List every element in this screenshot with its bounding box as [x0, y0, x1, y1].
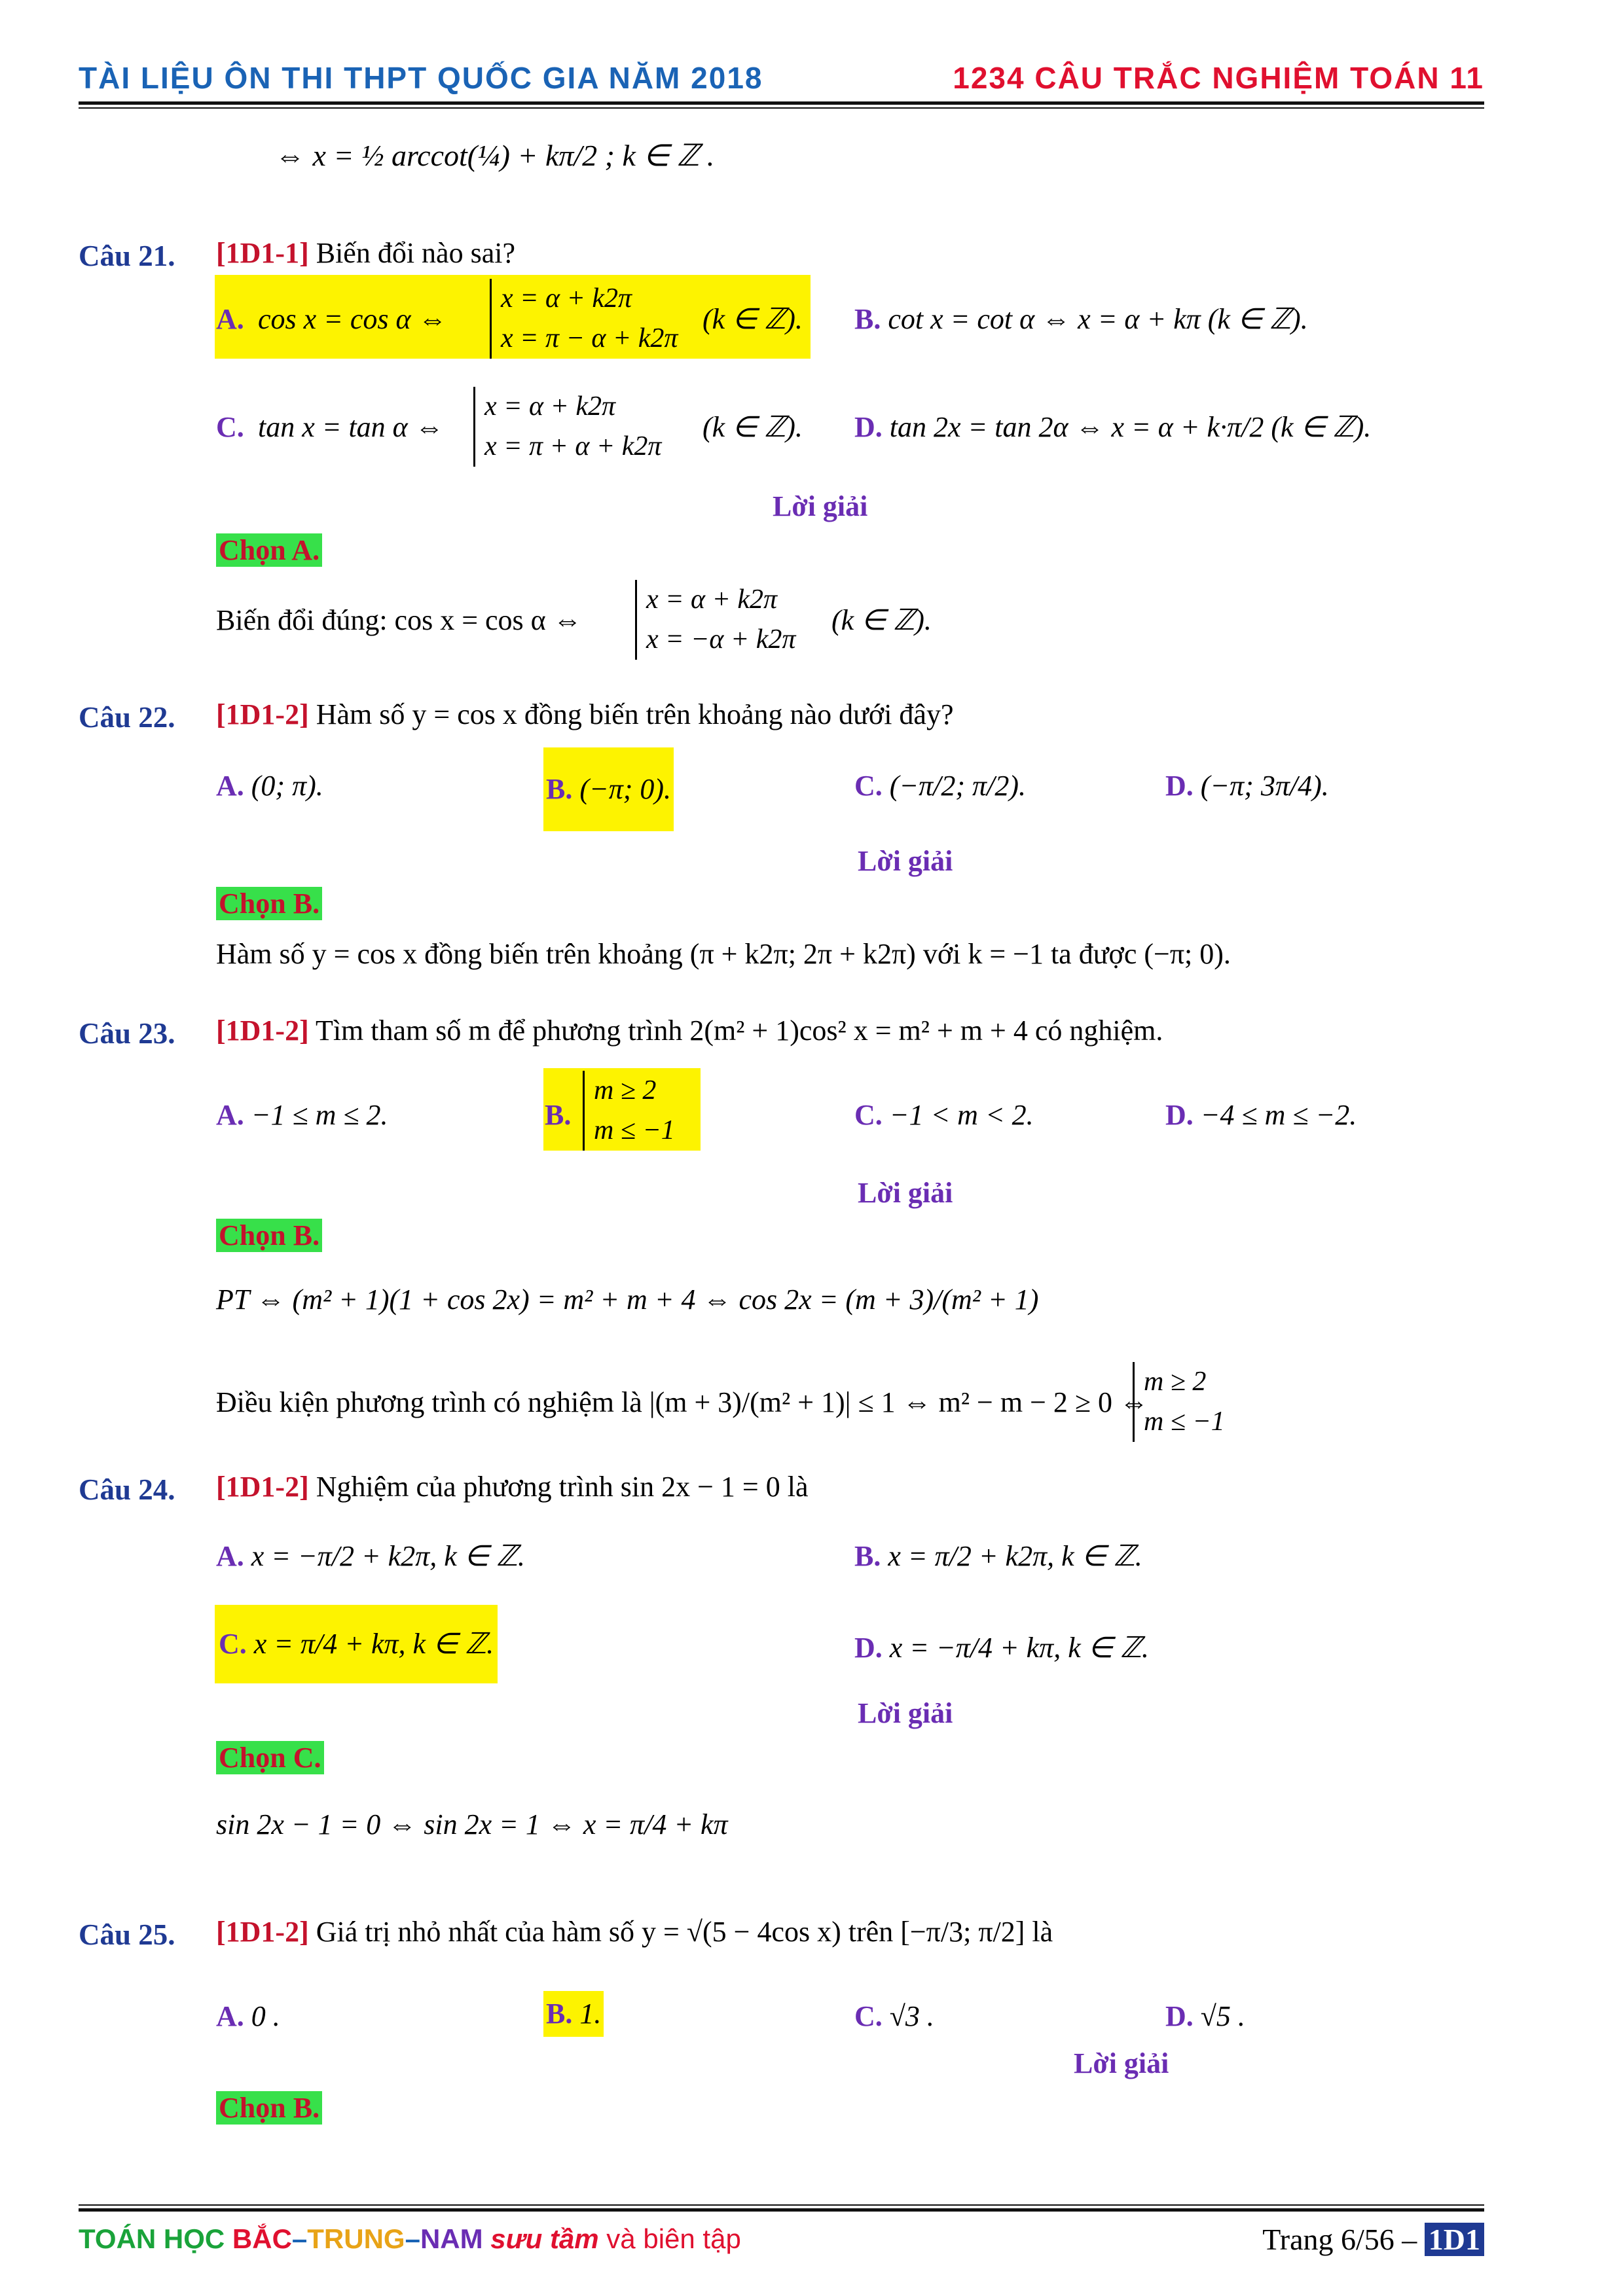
- q23-solution-1: PT ⇔ (m² + 1)(1 + cos 2x) = m² + m + 4 ⇔ cos 2x = (m + 3)/(m² + 1): [216, 1283, 1039, 1316]
- header-left-title: TÀI LIỆU ÔN THI THPT QUỐC GIA NĂM 2018: [79, 61, 763, 95]
- q22-d-label: D.: [1165, 770, 1194, 802]
- q24-d-text: x = −π/4 + kπ, k ∈ ℤ.: [889, 1632, 1149, 1664]
- q21-a-system: [490, 279, 678, 359]
- question-22-tag: [1D1-2]: [216, 698, 309, 730]
- question-25-stem: [216, 1918, 1053, 1946]
- q21-option-d[interactable]: [854, 410, 1371, 444]
- question-21-number: Câu 21.: [79, 240, 175, 272]
- q24-b-label: B.: [854, 1540, 881, 1572]
- q25-d-text: √5 .: [1200, 2000, 1245, 2032]
- footer-badge: 1D1: [1425, 2223, 1484, 2256]
- q21-c-row2: x = π + α + k2π: [484, 431, 662, 461]
- q22-option-d[interactable]: [1165, 769, 1329, 802]
- question-24-stem: [216, 1473, 809, 1501]
- q22-option-a[interactable]: [216, 769, 323, 802]
- q23-c-text: −1 < m < 2.: [889, 1099, 1034, 1131]
- q24-option-d[interactable]: [854, 1631, 1149, 1664]
- q23-a-text: −1 ≤ m ≤ 2.: [251, 1099, 388, 1131]
- footer-rule-thin: [79, 2204, 1484, 2206]
- q21-d-label: D.: [854, 411, 883, 443]
- q21-option-b[interactable]: [854, 302, 1308, 336]
- q24-d-label: D.: [854, 1632, 883, 1664]
- header-rule: [79, 101, 1484, 105]
- q23-option-c[interactable]: [854, 1098, 1034, 1132]
- q25-option-b[interactable]: [543, 1991, 604, 2037]
- question-22-number: Câu 22.: [79, 701, 175, 734]
- q22-option-c[interactable]: [854, 769, 1026, 802]
- q25-option-c[interactable]: [854, 2000, 934, 2033]
- q23-chon: Chọn B.: [216, 1219, 322, 1252]
- q22-a-label: A.: [216, 770, 244, 802]
- q22-c-text: (−π/2; π/2).: [889, 770, 1026, 802]
- q23-sol2-system: [1133, 1362, 1225, 1442]
- q21-c-label: C.: [216, 411, 244, 443]
- footer-page-text: Trang 6/56 –: [1262, 2223, 1417, 2256]
- q21-c-lhs: tan x = tan α ⇔: [258, 411, 444, 443]
- question-23-tag: [1D1-2]: [216, 1014, 309, 1047]
- footer-p3: –: [291, 2223, 308, 2254]
- q22-option-b[interactable]: [543, 747, 674, 831]
- q24-a-text: x = −π/2 + k2π, k ∈ ℤ.: [251, 1540, 525, 1572]
- q22-solution: Hàm số y = cos x đồng biến trên khoảng (π + k2π; 2π + k2π) với k = −1 ta được (−π; 0).: [216, 938, 1231, 970]
- question-21-stem: [216, 239, 515, 268]
- q21-a-label: A.: [216, 303, 244, 335]
- q25-d-label: D.: [1165, 2000, 1194, 2032]
- q24-b-text: x = π/2 + k2π, k ∈ ℤ.: [888, 1540, 1142, 1572]
- footer-page: [1262, 2222, 1484, 2257]
- q21-a-row2: x = π − α + k2π: [501, 323, 678, 353]
- q21-option-c[interactable]: [215, 383, 811, 467]
- question-25-text: Giá trị nhỏ nhất của hàm số y = √(5 − 4cos x) trên [−π/3; π/2] là: [316, 1916, 1053, 1948]
- q24-loigiai: Lời giải: [858, 1697, 953, 1729]
- question-25-tag: [1D1-2]: [216, 1916, 309, 1948]
- q21-sol-tail: (k ∈ ℤ).: [831, 604, 932, 636]
- question-24-number: Câu 24.: [79, 1473, 175, 1506]
- footer-p2: BẮC: [232, 2223, 292, 2254]
- q25-chon: Chọn B.: [216, 2091, 322, 2125]
- question-24-tag: [1D1-2]: [216, 1471, 309, 1503]
- q23-option-d[interactable]: [1165, 1098, 1357, 1132]
- q22-loigiai: Lời giải: [858, 845, 953, 877]
- q23-c-label: C.: [854, 1099, 883, 1131]
- q23-a-label: A.: [216, 1099, 244, 1131]
- q24-solution: sin 2x − 1 = 0 ⇔ sin 2x = 1 ⇔ x = π/4 + kπ: [216, 1808, 728, 1840]
- q23-option-b[interactable]: [543, 1068, 701, 1151]
- footer-p4: TRUNG: [307, 2223, 405, 2254]
- q21-sol-system: [635, 580, 795, 660]
- q23-b-row1: m ≥ 2: [594, 1075, 657, 1105]
- q25-a-label: A.: [216, 2000, 244, 2032]
- footer-credit: [79, 2223, 741, 2255]
- question-23-stem: [216, 1016, 1163, 1045]
- footer-p5: –: [405, 2223, 420, 2254]
- header-rule-thin: [79, 107, 1484, 109]
- q24-c-text: x = π/4 + kπ, k ∈ ℤ.: [253, 1628, 494, 1660]
- q22-c-label: C.: [854, 770, 883, 802]
- q25-c-text: √3 .: [889, 2000, 934, 2032]
- q21-d-text: tan 2x = tan 2α ⇔ x = α + k·π/2 (k ∈ ℤ).: [889, 411, 1372, 443]
- q21-a-row1: x = α + k2π: [501, 283, 632, 314]
- q21-b-text: cot x = cot α ⇔ x = α + kπ (k ∈ ℤ).: [888, 303, 1308, 335]
- q23-loigiai: Lời giải: [858, 1177, 953, 1209]
- question-21-text: Biến đổi nào sai?: [316, 237, 515, 269]
- q21-c-row1: x = α + k2π: [484, 391, 616, 422]
- q21-sol-lhs: Biến đổi đúng: cos x = cos α ⇔: [216, 604, 582, 636]
- question-22-text: Hàm số y = cos x đồng biến trên khoảng nào dưới đây?: [316, 698, 954, 730]
- q23-solution-2: [216, 1358, 1329, 1443]
- q22-b-text: (−π; 0).: [579, 773, 672, 805]
- question-24-text: Nghiệm của phương trình sin 2x − 1 = 0 là: [316, 1471, 809, 1503]
- q21-sol-row1: x = α + k2π: [646, 584, 778, 615]
- q24-option-b[interactable]: [854, 1539, 1142, 1573]
- q23-sol2-row2: m ≤ −1: [1144, 1406, 1225, 1437]
- q21-solution: [216, 576, 1002, 661]
- q23-b-row2: m ≤ −1: [594, 1115, 675, 1145]
- q22-chon: Chọn B.: [216, 887, 322, 920]
- q24-a-label: A.: [216, 1540, 244, 1572]
- q21-chon: Chọn A.: [216, 533, 322, 567]
- q22-a-text: (0; π).: [251, 770, 323, 802]
- footer-p8: và biên tập: [598, 2223, 741, 2254]
- q25-b-text: 1.: [579, 1998, 602, 2030]
- carryover-formula: ⇔ x = ½ arccot(¼) + kπ/2 ; k ∈ ℤ .: [275, 139, 715, 172]
- q22-d-text: (−π; 3π/4).: [1200, 770, 1329, 802]
- footer-p7: sưu tầm: [490, 2223, 599, 2254]
- q24-option-c[interactable]: [215, 1605, 498, 1683]
- q24-chon: Chọn C.: [216, 1741, 324, 1774]
- q21-loigiai: Lời giải: [773, 490, 868, 522]
- q24-option-a[interactable]: [216, 1539, 525, 1573]
- q23-b-label: B.: [545, 1099, 572, 1131]
- q25-loigiai: Lời giải: [1074, 2047, 1169, 2079]
- q23-d-label: D.: [1165, 1099, 1194, 1131]
- q23-d-text: −4 ≤ m ≤ −2.: [1200, 1099, 1357, 1131]
- q21-sol-row2: x = −α + k2π: [646, 624, 796, 655]
- q21-a-lhs: cos x = cos α ⇔: [258, 303, 447, 335]
- footer-p1: TOÁN HỌC: [79, 2223, 232, 2254]
- question-23-number: Câu 23.: [79, 1017, 175, 1050]
- q25-c-label: C.: [854, 2000, 883, 2032]
- question-21-tag: [1D1-1]: [216, 237, 309, 269]
- header-right-title: 1234 CÂU TRẮC NGHIỆM TOÁN 11: [953, 61, 1484, 95]
- q25-option-a[interactable]: [216, 2000, 280, 2033]
- q21-c-tail: (k ∈ ℤ).: [702, 411, 803, 443]
- q22-b-label: B.: [546, 773, 573, 805]
- q25-b-label: B.: [546, 1998, 573, 2030]
- question-23-text: Tìm tham số m để phương trình 2(m² + 1)cos² x = m² + m + 4 có nghiệm.: [315, 1014, 1163, 1047]
- q25-a-text: 0 .: [251, 2000, 280, 2032]
- q21-c-system: [473, 387, 661, 467]
- footer-rule: [79, 2208, 1484, 2212]
- question-25-number: Câu 25.: [79, 1918, 175, 1951]
- q23-sol2-text: Điều kiện phương trình có nghiệm là |(m + 3)/(m² + 1)| ≤ 1 ⇔ m² − m − 2 ≥ 0 ⇔: [216, 1386, 1149, 1418]
- q23-option-a[interactable]: [216, 1098, 388, 1132]
- question-22-stem: [216, 700, 953, 729]
- q23-sol2-row1: m ≥ 2: [1144, 1367, 1207, 1397]
- q21-a-tail: (k ∈ ℤ).: [702, 303, 803, 335]
- q21-b-label: B.: [854, 303, 881, 335]
- q23-b-system: [583, 1071, 675, 1151]
- q21-option-a[interactable]: [215, 275, 811, 359]
- footer-p6: NAM: [420, 2223, 491, 2254]
- q25-option-d[interactable]: [1165, 2000, 1245, 2033]
- q24-c-label: C.: [219, 1628, 247, 1660]
